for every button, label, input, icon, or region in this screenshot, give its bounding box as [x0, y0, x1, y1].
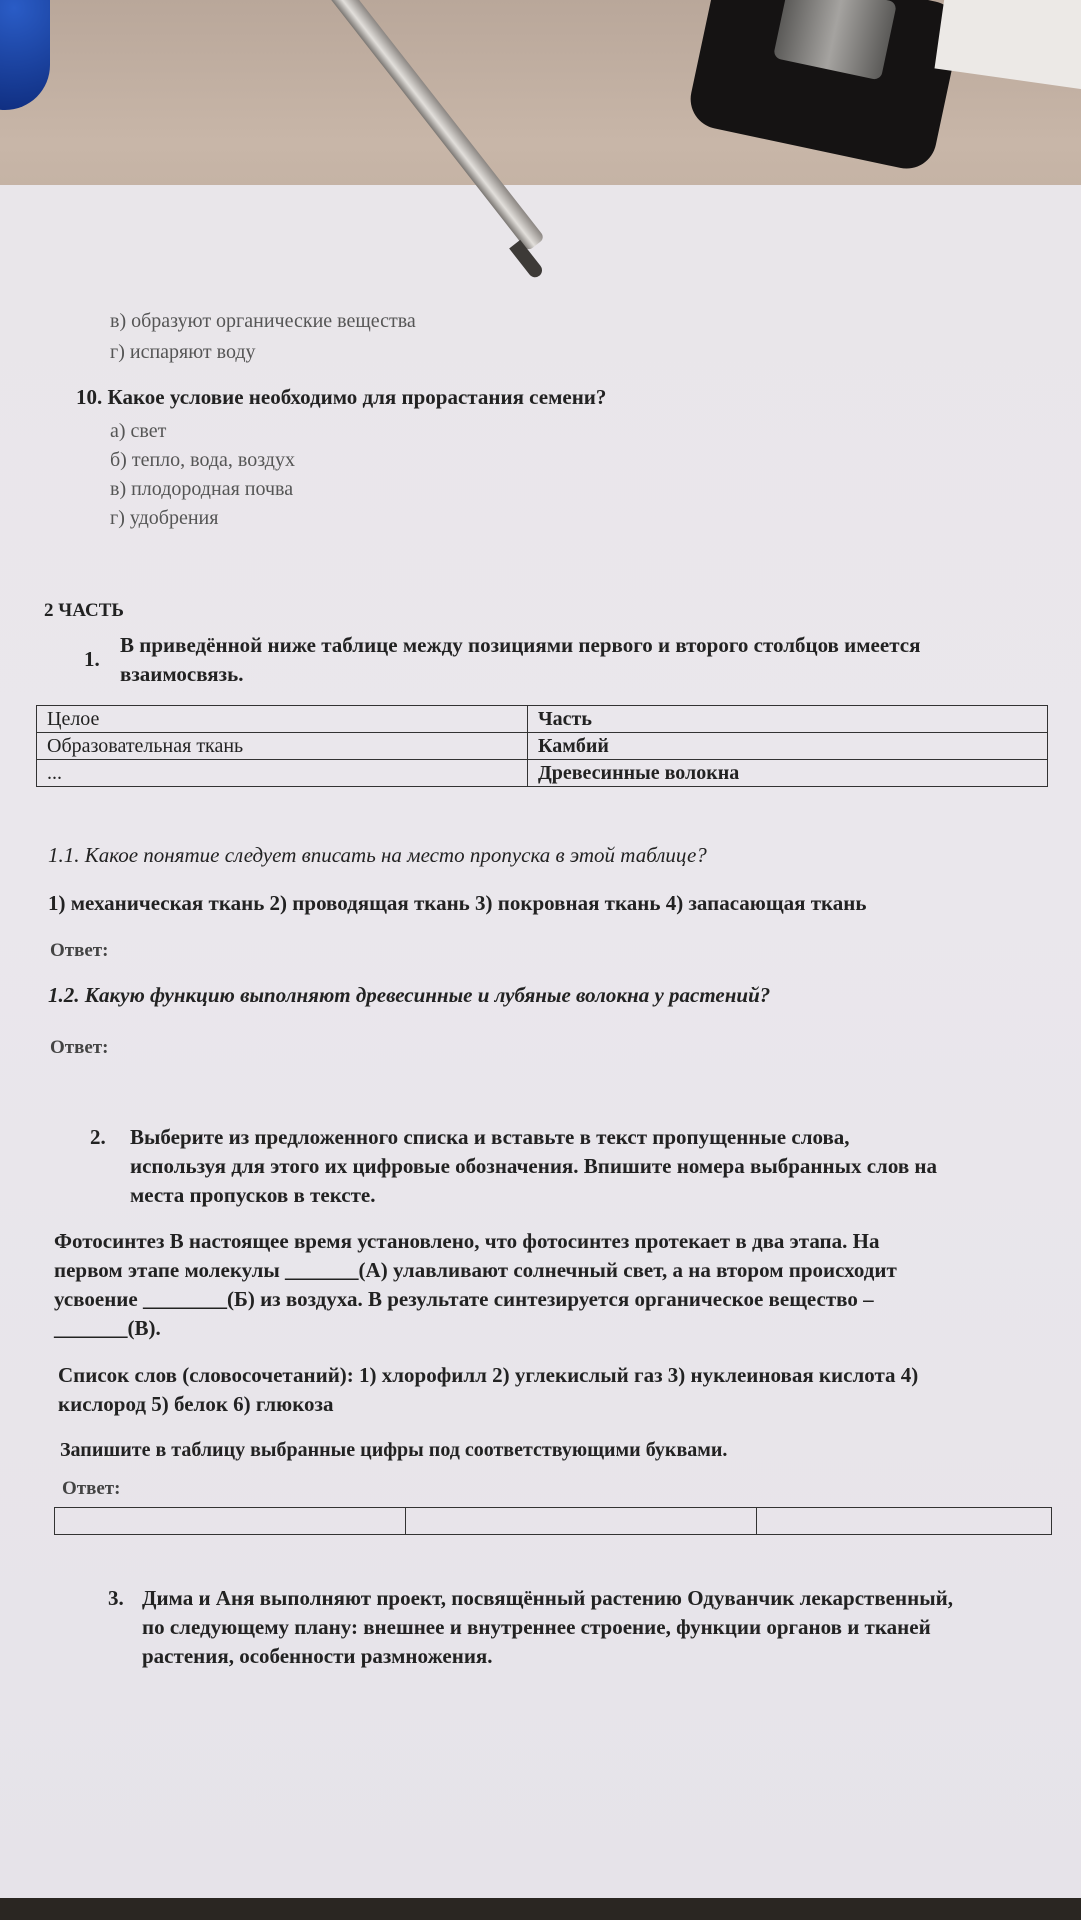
table-cell: Целое	[37, 706, 528, 733]
q1-1-question: 1.1. Какое понятие следует вписать на место пропуска в этой таблице?	[48, 843, 707, 867]
desk-bottom-strip	[0, 1898, 1081, 1920]
task1-text-line2: взаимосвязь.	[120, 662, 244, 686]
q10-option-v: в) плодородная почва	[110, 478, 294, 500]
task2-answer-table	[54, 1507, 1052, 1535]
answer-cell-v[interactable]	[757, 1508, 1052, 1535]
table-row	[37, 760, 1048, 787]
q9-option-g: г) испаряют воду	[110, 341, 256, 363]
table-row	[37, 706, 1048, 733]
q1-2-question: 1.2. Какую функцию выполняют древесинные и лубяные волокна у растений?	[48, 983, 771, 1007]
table-cell: Образовательная ткань	[37, 733, 528, 760]
q10-question: 10. Какое условие необходимо для прорастания семени?	[76, 385, 607, 409]
answer-cell-a[interactable]	[55, 1508, 406, 1535]
task3-line3: растения, особенности размножения.	[142, 1644, 493, 1668]
task2-text-line2: первом этапе молекулы _______(А) улавливают солнечный свет, а на втором происходит	[54, 1258, 897, 1282]
q10-option-b: б) тепло, вода, воздух	[110, 449, 295, 471]
q1-1-options: 1) механическая ткань 2) проводящая ткань 3) покровная ткань 4) запасающая ткань	[48, 891, 867, 915]
word-list-line1: Список слов (словосочетаний): 1) хлорофилл 2) углекислый газ 3) нуклеиновая кислота 4)	[58, 1363, 919, 1387]
q9-option-v: в) образуют органические вещества	[110, 310, 416, 332]
task3-number: 3.	[108, 1586, 124, 1610]
task1-table	[36, 705, 1048, 787]
part2-title: 2 ЧАСТЬ	[44, 600, 124, 621]
table-cell: Часть	[528, 706, 1048, 733]
answer-label-2: Ответ:	[50, 1037, 109, 1058]
task2-line2: используя для этого их цифровые обозначения. Впишите номера выбранных слов на	[130, 1154, 938, 1178]
task2-answer-label: Ответ:	[62, 1478, 121, 1499]
task3-line2: по следующему плану: внешнее и внутреннее строение, функции органов и тканей	[142, 1615, 931, 1639]
table-row	[55, 1508, 1052, 1535]
task1-text-line1: В приведённой ниже таблице между позициями первого и второго столбцов имеется	[120, 633, 921, 657]
task2-instruction: Запишите в таблицу выбранные цифры под соответствующими буквами.	[60, 1439, 728, 1461]
task2-text-line4: _______(В).	[54, 1316, 161, 1340]
table-cell: Камбий	[528, 733, 1048, 760]
word-list-line2: кислород 5) белок 6) глюкоза	[58, 1392, 334, 1416]
task2-number: 2.	[90, 1125, 106, 1149]
task2-line3: места пропусков в тексте.	[130, 1183, 376, 1207]
table-cell: Древесинные волокна	[528, 760, 1048, 787]
task3-line1: Дима и Аня выполняют проект, посвящённый растению Одуванчик лекарственный,	[142, 1586, 953, 1610]
table-row	[37, 733, 1048, 760]
task2-text-line3: усвоение ________(Б) из воздуха. В результате синтезируется органическое вещество –	[54, 1287, 874, 1311]
task2-line1: Выберите из предложенного списка и вставьте в текст пропущенные слова,	[130, 1125, 850, 1149]
answer-cell-b[interactable]	[406, 1508, 757, 1535]
task2-text-line1: Фотосинтез В настоящее время установлено, что фотосинтез протекает в два этапа. На	[54, 1229, 880, 1253]
task1-number: 1.	[84, 647, 100, 671]
table-cell: ...	[37, 760, 528, 787]
answer-label-1: Ответ:	[50, 940, 109, 961]
worksheet-page	[0, 185, 1081, 1905]
q10-option-a: а) свет	[110, 420, 167, 442]
q10-option-g: г) удобрения	[110, 507, 219, 529]
